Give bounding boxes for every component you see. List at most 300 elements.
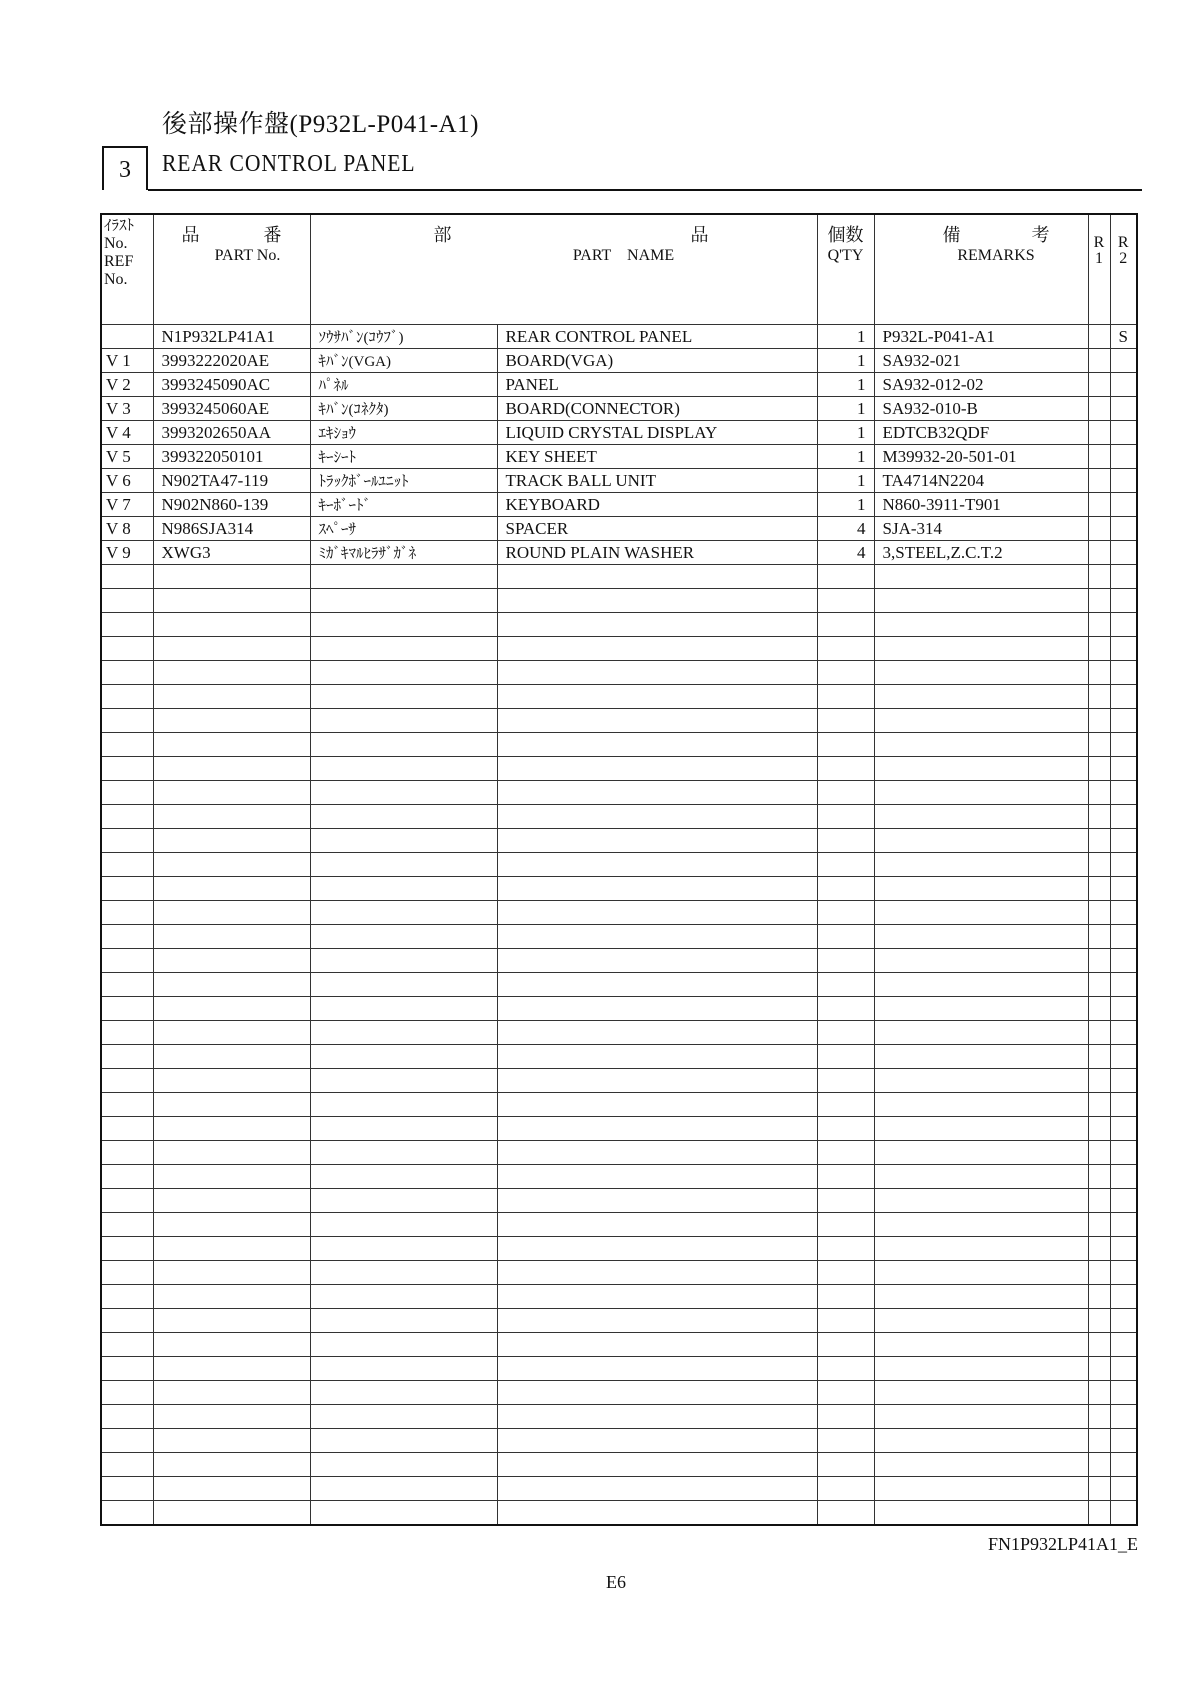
remarks-cell [874, 613, 1088, 637]
r1-cell [1088, 757, 1110, 781]
part-no-cell: N1P932LP41A1 [153, 325, 310, 349]
part-no-cell [153, 1069, 310, 1093]
r2-cell [1110, 1333, 1137, 1357]
empty-row [101, 1021, 1137, 1045]
r1-cell [1088, 1501, 1110, 1526]
part-name-jp-cell [310, 1285, 497, 1309]
part-name-jp-cell [310, 1045, 497, 1069]
part-no-cell [153, 589, 310, 613]
empty-row [101, 757, 1137, 781]
r2-cell [1110, 637, 1137, 661]
part-no-cell: 3993245090AC [153, 373, 310, 397]
ref-cell [101, 1381, 153, 1405]
table-row [101, 541, 1137, 565]
ref-cell [101, 853, 153, 877]
ref-cell [101, 1141, 153, 1165]
r1-cell [1088, 877, 1110, 901]
r2-cell [1110, 1477, 1137, 1501]
part-name-en-cell [497, 1285, 817, 1309]
remarks-cell [874, 1237, 1088, 1261]
ref-cell [101, 613, 153, 637]
r2-cell [1110, 541, 1137, 565]
part-name-en-cell [497, 925, 817, 949]
r1-cell [1088, 613, 1110, 637]
part-name-jp-cell: ﾄﾗｯｸﾎﾞｰﾙﾕﾆｯﾄ [310, 469, 497, 493]
part-name-en-cell [497, 1237, 817, 1261]
table-row [101, 493, 1137, 517]
part-no-cell [153, 733, 310, 757]
part-no-cell [153, 1501, 310, 1526]
remarks-cell [874, 1021, 1088, 1045]
remarks-cell [874, 877, 1088, 901]
part-name-en-cell [497, 1165, 817, 1189]
ref-cell: V 7 [101, 493, 153, 517]
r1-cell [1088, 1141, 1110, 1165]
part-name-en-cell [497, 1381, 817, 1405]
parts-table [100, 213, 1138, 1526]
r1-cell [1088, 541, 1110, 565]
part-name-en-cell [497, 589, 817, 613]
part-no-cell [153, 1261, 310, 1285]
r2-cell [1110, 589, 1137, 613]
title-rule [148, 189, 1142, 191]
ref-cell [101, 1285, 153, 1309]
r1-cell [1088, 565, 1110, 589]
part-name-jp-cell [310, 1141, 497, 1165]
ref-cell [101, 829, 153, 853]
remarks-cell [874, 805, 1088, 829]
remarks-cell [874, 1213, 1088, 1237]
part-name-jp-cell [310, 781, 497, 805]
part-no-cell [153, 1141, 310, 1165]
qty-cell [817, 877, 874, 901]
part-no-cell: 3993245060AE [153, 397, 310, 421]
part-name-jp-cell [310, 1069, 497, 1093]
part-no-cell [153, 925, 310, 949]
part-name-jp-cell [310, 1189, 497, 1213]
empty-row [101, 973, 1137, 997]
ref-cell [101, 949, 153, 973]
remarks-cell: TA4714N2204 [874, 469, 1088, 493]
part-name-en-cell [497, 853, 817, 877]
empty-row [101, 1501, 1137, 1526]
part-name-en-cell [497, 565, 817, 589]
col-qty [817, 214, 874, 325]
remarks-cell [874, 1453, 1088, 1477]
part-name-jp-cell [310, 925, 497, 949]
empty-row [101, 1381, 1137, 1405]
ref-cell [101, 781, 153, 805]
r2-cell [1110, 1429, 1137, 1453]
qty-cell [817, 1237, 874, 1261]
r1-cell [1088, 1189, 1110, 1213]
part-no-cell [153, 1477, 310, 1501]
remarks-cell [874, 589, 1088, 613]
empty-row [101, 637, 1137, 661]
qty-cell [817, 949, 874, 973]
ref-cell [101, 925, 153, 949]
remarks-cell [874, 1189, 1088, 1213]
part-no-jp-1: 品 [181, 225, 200, 245]
r2-cell [1110, 997, 1137, 1021]
remarks-cell [874, 853, 1088, 877]
r2-cell [1110, 1093, 1137, 1117]
empty-row [101, 685, 1137, 709]
part-no-cell [153, 1117, 310, 1141]
qty-cell [817, 637, 874, 661]
ref-cell [101, 757, 153, 781]
empty-row [101, 565, 1137, 589]
r2-cell [1110, 781, 1137, 805]
r1-a: R [1093, 234, 1105, 251]
ref-cell: V 3 [101, 397, 153, 421]
r1-cell [1088, 973, 1110, 997]
remarks-jp-2: 考 [1031, 225, 1050, 245]
table-row [101, 325, 1137, 349]
r1-cell [1088, 397, 1110, 421]
remarks-cell [874, 1165, 1088, 1189]
ref-cell [101, 1045, 153, 1069]
part-no-cell [153, 1429, 310, 1453]
qty-cell: 4 [817, 517, 874, 541]
part-name-en-cell [497, 805, 817, 829]
part-name-en-cell [497, 1405, 817, 1429]
ref-en: REF [104, 253, 134, 270]
ref-cell [101, 1501, 153, 1526]
part-no-cell: 3993222020AE [153, 349, 310, 373]
part-name-jp-cell [310, 1429, 497, 1453]
part-name-jp-cell [310, 589, 497, 613]
r1-cell [1088, 1477, 1110, 1501]
empty-row [101, 1093, 1137, 1117]
remarks-cell [874, 709, 1088, 733]
table-row [101, 397, 1137, 421]
qty-cell [817, 805, 874, 829]
r2-cell [1110, 1069, 1137, 1093]
qty-cell [817, 1381, 874, 1405]
table-row [101, 421, 1137, 445]
remarks-cell [874, 661, 1088, 685]
r2-cell [1110, 469, 1137, 493]
remarks-cell [874, 1381, 1088, 1405]
ref-cell [101, 1405, 153, 1429]
part-no-cell: N902TA47-119 [153, 469, 310, 493]
qty-cell [817, 1021, 874, 1045]
ref-cell: V 2 [101, 373, 153, 397]
part-name-en-cell [497, 1429, 817, 1453]
empty-row [101, 1117, 1137, 1141]
r1-cell [1088, 1309, 1110, 1333]
table-row [101, 469, 1137, 493]
part-no-cell [153, 1405, 310, 1429]
empty-row [101, 925, 1137, 949]
qty-cell [817, 1501, 874, 1526]
ref-cell [101, 1333, 153, 1357]
r2-cell [1110, 565, 1137, 589]
qty-cell [817, 1405, 874, 1429]
r2-a: R [1117, 234, 1129, 251]
remarks-cell [874, 1093, 1088, 1117]
table-row [101, 517, 1137, 541]
part-name-jp-cell [310, 637, 497, 661]
part-name-en-cell [497, 637, 817, 661]
r2-cell [1110, 613, 1137, 637]
part-no-en: PART No. [214, 247, 281, 264]
ref-cell [101, 973, 153, 997]
part-name-en-cell: ROUND PLAIN WASHER [497, 541, 817, 565]
part-name-jp-cell [310, 973, 497, 997]
part-name-en-cell [497, 973, 817, 997]
empty-row [101, 1357, 1137, 1381]
remarks-cell [874, 1117, 1088, 1141]
part-no-cell [153, 901, 310, 925]
part-name-jp-cell [310, 853, 497, 877]
remarks-cell [874, 901, 1088, 925]
part-name-jp-cell [310, 1477, 497, 1501]
qty-cell [817, 1093, 874, 1117]
part-name-en-cell: KEY SHEET [497, 445, 817, 469]
r1-cell [1088, 1237, 1110, 1261]
part-no-cell [153, 1165, 310, 1189]
qty-cell [817, 901, 874, 925]
part-name-en-cell: BOARD(CONNECTOR) [497, 397, 817, 421]
part-no-cell [153, 637, 310, 661]
qty-cell [817, 733, 874, 757]
part-name-en-cell: TRACK BALL UNIT [497, 469, 817, 493]
ref-jp: ｲﾗｽﾄ [104, 218, 135, 234]
ref-cell [101, 1165, 153, 1189]
part-name-jp-cell [310, 565, 497, 589]
remarks-cell [874, 685, 1088, 709]
part-name-jp-cell [310, 829, 497, 853]
r2-cell [1110, 709, 1137, 733]
part-name-jp-cell [310, 1213, 497, 1237]
r2-cell [1110, 1117, 1137, 1141]
empty-row [101, 901, 1137, 925]
remarks-cell [874, 949, 1088, 973]
remarks-cell [874, 1309, 1088, 1333]
part-no-cell: 399322050101 [153, 445, 310, 469]
r1-cell [1088, 1381, 1110, 1405]
qty-cell: 1 [817, 421, 874, 445]
part-name-en-cell [497, 1069, 817, 1093]
ref-cell: V 9 [101, 541, 153, 565]
r1-cell [1088, 1333, 1110, 1357]
r2-cell [1110, 853, 1137, 877]
empty-row [101, 1141, 1137, 1165]
part-name-jp-cell [310, 1453, 497, 1477]
part-name-en-cell [497, 1045, 817, 1069]
part-no-cell [153, 613, 310, 637]
r1-cell [1088, 349, 1110, 373]
r2-cell [1110, 805, 1137, 829]
part-name-en-cell [497, 901, 817, 925]
r1-cell [1088, 1213, 1110, 1237]
part-no-cell [153, 877, 310, 901]
ref-cell [101, 661, 153, 685]
qty-cell [817, 1117, 874, 1141]
empty-row [101, 1477, 1137, 1501]
part-no-cell: XWG3 [153, 541, 310, 565]
part-no-cell [153, 1189, 310, 1213]
part-name-jp-cell [310, 877, 497, 901]
part-name-en-cell [497, 613, 817, 637]
part-no-cell [153, 1309, 310, 1333]
r1-cell [1088, 493, 1110, 517]
r2-cell [1110, 517, 1137, 541]
part-name-jp-cell: ｽﾍﾟｰｻ [310, 517, 497, 541]
part-name-en-cell [497, 1261, 817, 1285]
r1-b: 1 [1095, 250, 1103, 267]
r2-cell [1110, 1501, 1137, 1526]
r2-cell [1110, 1405, 1137, 1429]
r1-cell [1088, 661, 1110, 685]
empty-row [101, 1261, 1137, 1285]
part-name-jp-cell: ｷﾊﾞﾝ(ｺﾈｸﾀ) [310, 397, 497, 421]
part-no-cell: 3993202650AA [153, 421, 310, 445]
part-name-jp-cell [310, 1501, 497, 1526]
r1-cell [1088, 637, 1110, 661]
part-name-jp-cell: ｷｰﾎﾞｰﾄﾞ [310, 493, 497, 517]
part-name-jp-cell [310, 997, 497, 1021]
r2-cell [1110, 1453, 1137, 1477]
r1-cell [1088, 1045, 1110, 1069]
qty-cell [817, 685, 874, 709]
r1-cell [1088, 853, 1110, 877]
r2-cell [1110, 373, 1137, 397]
ref-cell: V 4 [101, 421, 153, 445]
part-name-en-cell [497, 1189, 817, 1213]
ref-cell [101, 997, 153, 1021]
part-name-en-cell [497, 685, 817, 709]
part-no-cell [153, 829, 310, 853]
qty-cell [817, 709, 874, 733]
empty-row [101, 1213, 1137, 1237]
table-body [101, 325, 1137, 1526]
part-name-en-cell: BOARD(VGA) [497, 349, 817, 373]
qty-cell [817, 565, 874, 589]
part-no-cell [153, 1453, 310, 1477]
empty-row [101, 853, 1137, 877]
ref-cell [101, 1021, 153, 1045]
empty-row [101, 1309, 1137, 1333]
remarks-cell [874, 733, 1088, 757]
part-name-jp-cell [310, 757, 497, 781]
part-no-cell [153, 949, 310, 973]
r1-cell [1088, 1069, 1110, 1093]
part-name-en-cell [497, 1213, 817, 1237]
r1-cell [1088, 709, 1110, 733]
part-no-cell [153, 685, 310, 709]
empty-row [101, 661, 1137, 685]
part-name-en-cell [497, 709, 817, 733]
empty-row [101, 1045, 1137, 1069]
r2-cell [1110, 421, 1137, 445]
part-name-jp-cell [310, 733, 497, 757]
r2-cell [1110, 949, 1137, 973]
ref-cell [101, 685, 153, 709]
empty-row [101, 733, 1137, 757]
r1-cell [1088, 997, 1110, 1021]
part-no-cell [153, 1045, 310, 1069]
remarks-jp-1: 備 [942, 225, 961, 245]
r2-cell [1110, 1285, 1137, 1309]
ref-cell [101, 805, 153, 829]
qty-cell [817, 1141, 874, 1165]
remarks-cell: P932L-P041-A1 [874, 325, 1088, 349]
part-name-en-cell [497, 661, 817, 685]
col-ref [101, 214, 153, 325]
ref-cell [101, 901, 153, 925]
qty-cell [817, 1477, 874, 1501]
empty-row [101, 1429, 1137, 1453]
section-title: REAR CONTROL PANEL [162, 151, 416, 177]
r2-cell [1110, 733, 1137, 757]
ref-cell [101, 1261, 153, 1285]
r2-cell [1110, 1045, 1137, 1069]
ref-cell [101, 1237, 153, 1261]
qty-cell: 1 [817, 469, 874, 493]
qty-cell [817, 925, 874, 949]
remarks-cell [874, 925, 1088, 949]
r1-cell [1088, 517, 1110, 541]
remarks-cell [874, 1261, 1088, 1285]
empty-row [101, 1165, 1137, 1189]
qty-cell: 1 [817, 397, 874, 421]
part-no-cell [153, 1213, 310, 1237]
r2-cell [1110, 397, 1137, 421]
part-no-cell [153, 973, 310, 997]
r2-cell: S [1110, 325, 1137, 349]
col-remarks [874, 214, 1088, 325]
remarks-cell [874, 1141, 1088, 1165]
part-name-jp-cell: ﾊﾟﾈﾙ [310, 373, 497, 397]
part-name-en-cell [497, 1141, 817, 1165]
r2-cell [1110, 1381, 1137, 1405]
table-row [101, 445, 1137, 469]
part-name-jp-cell [310, 1381, 497, 1405]
part-no-cell [153, 661, 310, 685]
qty-cell: 1 [817, 493, 874, 517]
qty-cell [817, 1189, 874, 1213]
qty-cell: 1 [817, 445, 874, 469]
part-no-cell [153, 757, 310, 781]
r1-cell [1088, 685, 1110, 709]
part-no-cell [153, 1285, 310, 1309]
part-name-en-cell [497, 877, 817, 901]
part-name-en-cell: SPACER [497, 517, 817, 541]
ref-cell [101, 1117, 153, 1141]
part-name-jp-cell [310, 685, 497, 709]
qty-cell [817, 781, 874, 805]
empty-row [101, 613, 1137, 637]
section-number: 3 [102, 146, 148, 190]
ref-no2: No. [104, 271, 128, 288]
qty-cell [817, 1429, 874, 1453]
table-row [101, 349, 1137, 373]
remarks-cell [874, 1477, 1088, 1501]
r1-cell [1088, 829, 1110, 853]
part-name-en-cell [497, 829, 817, 853]
remarks-cell [874, 1333, 1088, 1357]
remarks-cell [874, 1045, 1088, 1069]
r1-cell [1088, 733, 1110, 757]
ref-cell [101, 565, 153, 589]
r2-cell [1110, 829, 1137, 853]
part-name-jp-cell [310, 1261, 497, 1285]
empty-row [101, 589, 1137, 613]
part-no-cell [153, 1021, 310, 1045]
